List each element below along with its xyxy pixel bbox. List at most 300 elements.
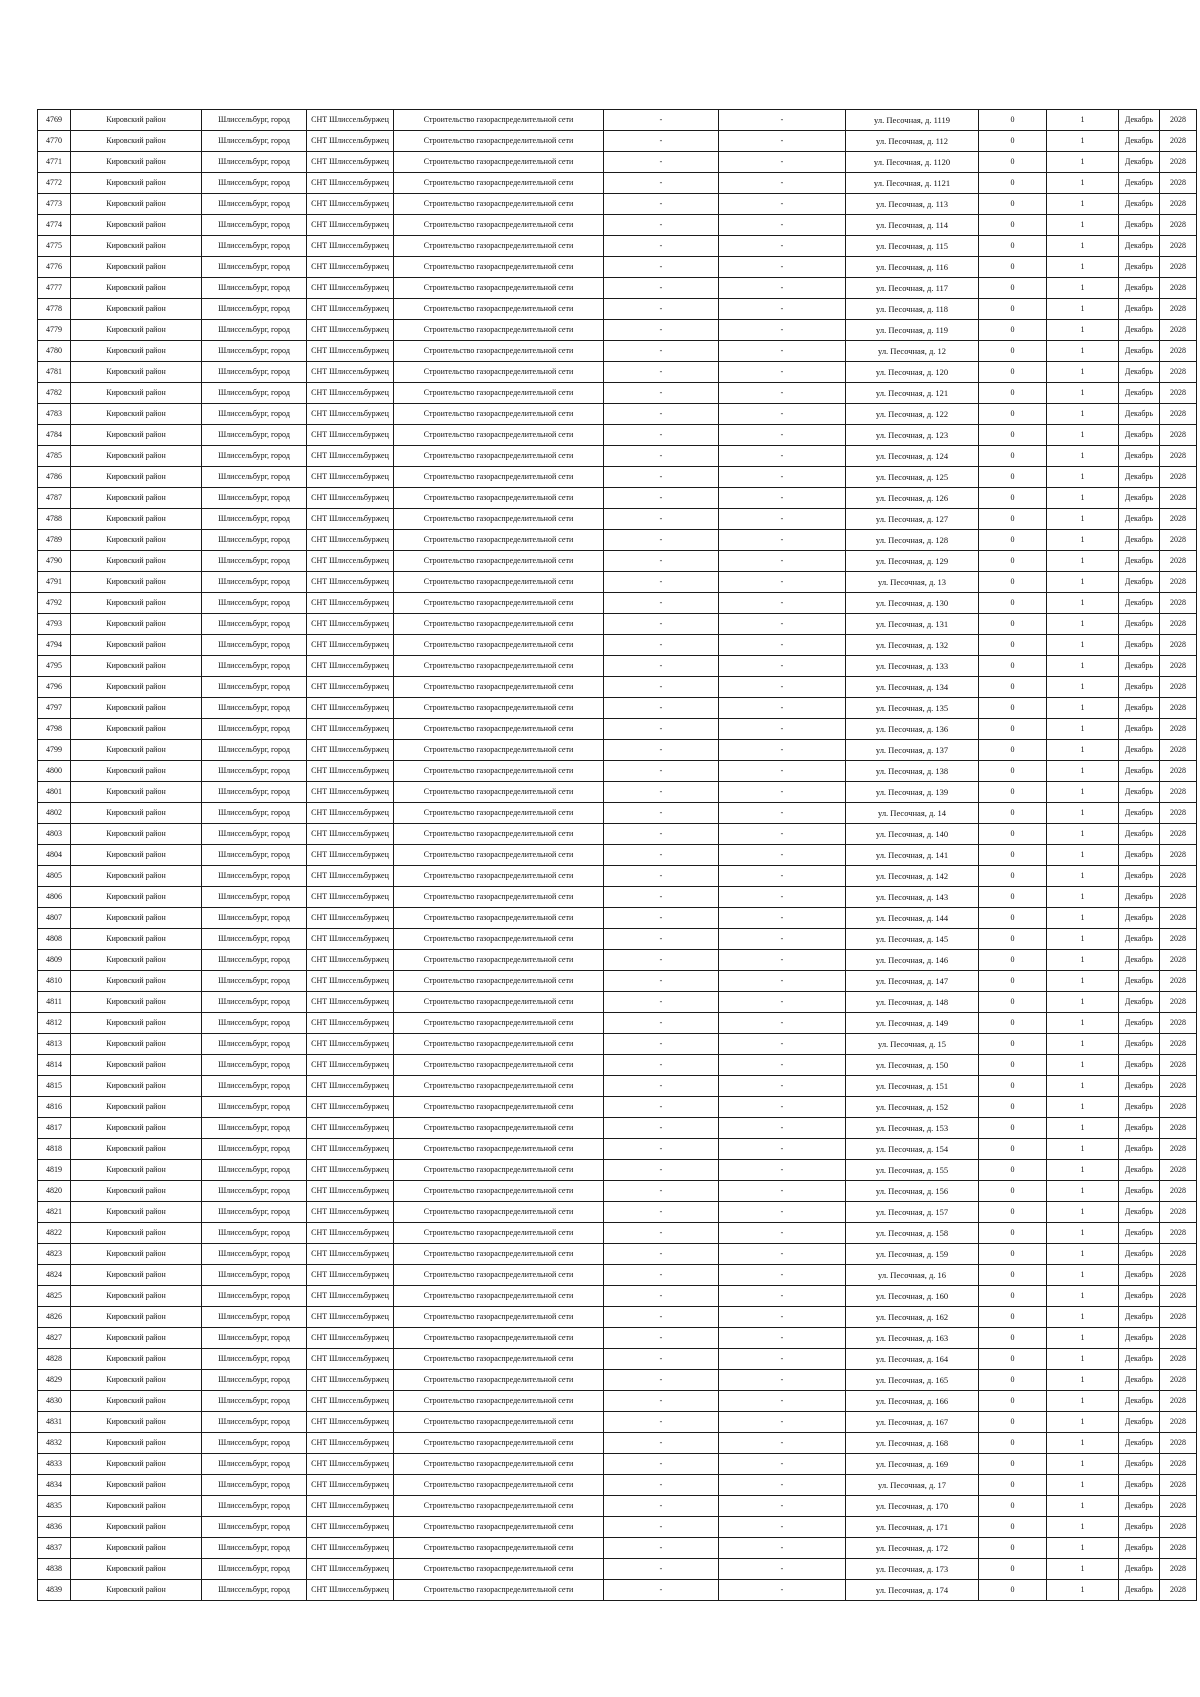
cell-col9: 0 [979, 152, 1047, 173]
cell-col9: 0 [979, 1475, 1047, 1496]
cell-col7: - [719, 530, 846, 551]
cell-address: ул. Песочная, д. 153 [846, 1118, 979, 1139]
cell-year: 2028 [1160, 362, 1197, 383]
cell-settlement: Шлиссельбург, город [202, 761, 307, 782]
table-row [38, 1412, 1197, 1433]
cell-month: Декабрь [1119, 1433, 1160, 1454]
table-row [38, 215, 1197, 236]
cell-address: ул. Песочная, д. 116 [846, 257, 979, 278]
cell-row-number: 4784 [38, 425, 71, 446]
cell-row-number: 4805 [38, 866, 71, 887]
cell-col7: - [719, 110, 846, 131]
cell-work-type: Строительство газораспределительной сети [394, 1244, 604, 1265]
cell-settlement: Шлиссельбург, город [202, 950, 307, 971]
cell-row-number: 4772 [38, 173, 71, 194]
cell-col7: - [719, 719, 846, 740]
cell-col6: - [604, 320, 719, 341]
cell-col9: 0 [979, 131, 1047, 152]
cell-work-type: Строительство газораспределительной сети [394, 1307, 604, 1328]
cell-month: Декабрь [1119, 1412, 1160, 1433]
cell-col6: - [604, 425, 719, 446]
cell-col10: 1 [1047, 278, 1119, 299]
cell-organization: СНТ Шлиссельбуржец [307, 1370, 394, 1391]
cell-settlement: Шлиссельбург, город [202, 1265, 307, 1286]
cell-month: Декабрь [1119, 425, 1160, 446]
cell-year: 2028 [1160, 152, 1197, 173]
cell-organization: СНТ Шлиссельбуржец [307, 971, 394, 992]
cell-settlement: Шлиссельбург, город [202, 1181, 307, 1202]
cell-col7: - [719, 1454, 846, 1475]
cell-work-type: Строительство газораспределительной сети [394, 971, 604, 992]
cell-settlement: Шлиссельбург, город [202, 1286, 307, 1307]
cell-work-type: Строительство газораспределительной сети [394, 1286, 604, 1307]
cell-col10: 1 [1047, 1223, 1119, 1244]
cell-year: 2028 [1160, 824, 1197, 845]
cell-col9: 0 [979, 1328, 1047, 1349]
cell-row-number: 4791 [38, 572, 71, 593]
cell-row-number: 4837 [38, 1538, 71, 1559]
cell-col10: 1 [1047, 929, 1119, 950]
table-row [38, 194, 1197, 215]
cell-year: 2028 [1160, 1118, 1197, 1139]
cell-organization: СНТ Шлиссельбуржец [307, 488, 394, 509]
table-row [38, 1559, 1197, 1580]
cell-col7: - [719, 593, 846, 614]
cell-address: ул. Песочная, д. 152 [846, 1097, 979, 1118]
cell-month: Декабрь [1119, 173, 1160, 194]
cell-district: Кировский район [71, 1034, 202, 1055]
cell-col9: 0 [979, 1517, 1047, 1538]
cell-col7: - [719, 1013, 846, 1034]
cell-work-type: Строительство газораспределительной сети [394, 1412, 604, 1433]
cell-district: Кировский район [71, 1517, 202, 1538]
cell-district: Кировский район [71, 1370, 202, 1391]
table-row [38, 362, 1197, 383]
cell-organization: СНТ Шлиссельбуржец [307, 257, 394, 278]
cell-work-type: Строительство газораспределительной сети [394, 572, 604, 593]
cell-col6: - [604, 1034, 719, 1055]
cell-district: Кировский район [71, 593, 202, 614]
cell-month: Декабрь [1119, 845, 1160, 866]
cell-col9: 0 [979, 950, 1047, 971]
cell-year: 2028 [1160, 278, 1197, 299]
cell-col10: 1 [1047, 1391, 1119, 1412]
cell-col6: - [604, 614, 719, 635]
cell-col7: - [719, 614, 846, 635]
cell-address: ул. Песочная, д. 128 [846, 530, 979, 551]
cell-address: ул. Песочная, д. 164 [846, 1349, 979, 1370]
cell-address: ул. Песочная, д. 139 [846, 782, 979, 803]
cell-address: ул. Песочная, д. 170 [846, 1496, 979, 1517]
cell-row-number: 4794 [38, 635, 71, 656]
cell-col10: 1 [1047, 635, 1119, 656]
cell-col6: - [604, 509, 719, 530]
cell-col6: - [604, 1307, 719, 1328]
cell-month: Декабрь [1119, 1160, 1160, 1181]
cell-settlement: Шлиссельбург, город [202, 173, 307, 194]
cell-col10: 1 [1047, 257, 1119, 278]
cell-address: ул. Песочная, д. 142 [846, 866, 979, 887]
cell-col9: 0 [979, 1244, 1047, 1265]
cell-row-number: 4782 [38, 383, 71, 404]
cell-district: Кировский район [71, 782, 202, 803]
cell-settlement: Шлиссельбург, город [202, 152, 307, 173]
cell-settlement: Шлиссельбург, город [202, 1475, 307, 1496]
cell-col10: 1 [1047, 404, 1119, 425]
cell-month: Декабрь [1119, 1286, 1160, 1307]
cell-month: Декабрь [1119, 194, 1160, 215]
cell-work-type: Строительство газораспределительной сети [394, 1454, 604, 1475]
cell-address: ул. Песочная, д. 171 [846, 1517, 979, 1538]
cell-col6: - [604, 971, 719, 992]
cell-month: Декабрь [1119, 1244, 1160, 1265]
table-row [38, 1223, 1197, 1244]
cell-work-type: Строительство газораспределительной сети [394, 929, 604, 950]
cell-address: ул. Песочная, д. 127 [846, 509, 979, 530]
cell-district: Кировский район [71, 908, 202, 929]
cell-col9: 0 [979, 1454, 1047, 1475]
cell-col10: 1 [1047, 152, 1119, 173]
cell-month: Декабрь [1119, 320, 1160, 341]
cell-col10: 1 [1047, 1202, 1119, 1223]
cell-settlement: Шлиссельбург, город [202, 803, 307, 824]
cell-col10: 1 [1047, 1370, 1119, 1391]
cell-col9: 0 [979, 845, 1047, 866]
cell-address: ул. Песочная, д. 156 [846, 1181, 979, 1202]
cell-row-number: 4820 [38, 1181, 71, 1202]
cell-address: ул. Песочная, д. 150 [846, 1055, 979, 1076]
cell-organization: СНТ Шлиссельбуржец [307, 1538, 394, 1559]
cell-district: Кировский район [71, 362, 202, 383]
table-row [38, 278, 1197, 299]
cell-work-type: Строительство газораспределительной сети [394, 908, 604, 929]
cell-col6: - [604, 992, 719, 1013]
cell-col10: 1 [1047, 782, 1119, 803]
cell-col9: 0 [979, 866, 1047, 887]
cell-district: Кировский район [71, 635, 202, 656]
cell-organization: СНТ Шлиссельбуржец [307, 1475, 394, 1496]
cell-address: ул. Песочная, д. 125 [846, 467, 979, 488]
cell-district: Кировский район [71, 1265, 202, 1286]
cell-col9: 0 [979, 1265, 1047, 1286]
cell-organization: СНТ Шлиссельбуржец [307, 1265, 394, 1286]
cell-col10: 1 [1047, 656, 1119, 677]
cell-settlement: Шлиссельбург, город [202, 1433, 307, 1454]
cell-row-number: 4770 [38, 131, 71, 152]
cell-col9: 0 [979, 782, 1047, 803]
cell-row-number: 4804 [38, 845, 71, 866]
cell-col9: 0 [979, 971, 1047, 992]
cell-row-number: 4796 [38, 677, 71, 698]
cell-settlement: Шлиссельбург, город [202, 1223, 307, 1244]
cell-col6: - [604, 1160, 719, 1181]
cell-col7: - [719, 488, 846, 509]
cell-month: Декабрь [1119, 1223, 1160, 1244]
cell-address: ул. Песочная, д. 147 [846, 971, 979, 992]
cell-col6: - [604, 1454, 719, 1475]
cell-settlement: Шлиссельбург, город [202, 1307, 307, 1328]
cell-col9: 0 [979, 656, 1047, 677]
cell-settlement: Шлиссельбург, город [202, 1496, 307, 1517]
cell-district: Кировский район [71, 488, 202, 509]
cell-col7: - [719, 1349, 846, 1370]
cell-col7: - [719, 1160, 846, 1181]
cell-month: Декабрь [1119, 698, 1160, 719]
cell-col9: 0 [979, 929, 1047, 950]
cell-col7: - [719, 824, 846, 845]
cell-work-type: Строительство газораспределительной сети [394, 404, 604, 425]
cell-settlement: Шлиссельбург, город [202, 194, 307, 215]
cell-row-number: 4818 [38, 1139, 71, 1160]
cell-month: Декабрь [1119, 1475, 1160, 1496]
table-row [38, 1454, 1197, 1475]
cell-year: 2028 [1160, 635, 1197, 656]
table-row [38, 908, 1197, 929]
cell-year: 2028 [1160, 446, 1197, 467]
cell-organization: СНТ Шлиссельбуржец [307, 1013, 394, 1034]
cell-year: 2028 [1160, 1454, 1197, 1475]
cell-organization: СНТ Шлиссельбуржец [307, 131, 394, 152]
table-row [38, 761, 1197, 782]
cell-address: ул. Песочная, д. 1119 [846, 110, 979, 131]
cell-col7: - [719, 1244, 846, 1265]
cell-row-number: 4816 [38, 1097, 71, 1118]
cell-col9: 0 [979, 887, 1047, 908]
cell-col7: - [719, 1223, 846, 1244]
cell-row-number: 4819 [38, 1160, 71, 1181]
cell-col9: 0 [979, 1391, 1047, 1412]
cell-organization: СНТ Шлиссельбуржец [307, 593, 394, 614]
cell-address: ул. Песочная, д. 172 [846, 1538, 979, 1559]
cell-month: Декабрь [1119, 866, 1160, 887]
table-row [38, 1391, 1197, 1412]
cell-organization: СНТ Шлиссельбуржец [307, 299, 394, 320]
cell-district: Кировский район [71, 866, 202, 887]
cell-col6: - [604, 1013, 719, 1034]
cell-row-number: 4832 [38, 1433, 71, 1454]
cell-col7: - [719, 677, 846, 698]
cell-organization: СНТ Шлиссельбуржец [307, 1139, 394, 1160]
cell-year: 2028 [1160, 1055, 1197, 1076]
cell-address: ул. Песочная, д. 12 [846, 341, 979, 362]
cell-col7: - [719, 761, 846, 782]
table-row [38, 1097, 1197, 1118]
cell-district: Кировский район [71, 614, 202, 635]
table-row [38, 383, 1197, 404]
cell-month: Декабрь [1119, 992, 1160, 1013]
cell-row-number: 4773 [38, 194, 71, 215]
cell-col6: - [604, 404, 719, 425]
cell-col9: 0 [979, 362, 1047, 383]
cell-col9: 0 [979, 383, 1047, 404]
cell-month: Декабрь [1119, 929, 1160, 950]
cell-year: 2028 [1160, 173, 1197, 194]
cell-work-type: Строительство газораспределительной сети [394, 761, 604, 782]
cell-settlement: Шлиссельбург, город [202, 131, 307, 152]
cell-row-number: 4777 [38, 278, 71, 299]
cell-organization: СНТ Шлиссельбуржец [307, 236, 394, 257]
cell-col7: - [719, 1496, 846, 1517]
cell-organization: СНТ Шлиссельбуржец [307, 110, 394, 131]
cell-settlement: Шлиссельбург, город [202, 782, 307, 803]
cell-organization: СНТ Шлиссельбуржец [307, 1559, 394, 1580]
cell-settlement: Шлиссельбург, город [202, 992, 307, 1013]
cell-month: Декабрь [1119, 110, 1160, 131]
cell-district: Кировский район [71, 824, 202, 845]
cell-year: 2028 [1160, 236, 1197, 257]
cell-col7: - [719, 1097, 846, 1118]
cell-col6: - [604, 1370, 719, 1391]
cell-district: Кировский район [71, 425, 202, 446]
cell-work-type: Строительство газораспределительной сети [394, 866, 604, 887]
table-row [38, 572, 1197, 593]
cell-organization: СНТ Шлиссельбуржец [307, 320, 394, 341]
cell-month: Декабрь [1119, 509, 1160, 530]
cell-work-type: Строительство газораспределительной сети [394, 1013, 604, 1034]
cell-organization: СНТ Шлиссельбуржец [307, 803, 394, 824]
cell-col10: 1 [1047, 593, 1119, 614]
cell-month: Декабрь [1119, 1097, 1160, 1118]
cell-organization: СНТ Шлиссельбуржец [307, 1412, 394, 1433]
cell-col9: 0 [979, 446, 1047, 467]
cell-col7: - [719, 131, 846, 152]
cell-month: Декабрь [1119, 341, 1160, 362]
cell-work-type: Строительство газораспределительной сети [394, 719, 604, 740]
cell-col9: 0 [979, 1286, 1047, 1307]
table-row [38, 1349, 1197, 1370]
cell-col6: - [604, 1475, 719, 1496]
cell-address: ул. Песочная, д. 15 [846, 1034, 979, 1055]
cell-month: Декабрь [1119, 236, 1160, 257]
cell-col6: - [604, 215, 719, 236]
cell-organization: СНТ Шлиссельбуржец [307, 1055, 394, 1076]
cell-year: 2028 [1160, 1202, 1197, 1223]
table-row [38, 1244, 1197, 1265]
cell-address: ул. Песочная, д. 169 [846, 1454, 979, 1475]
cell-district: Кировский район [71, 1223, 202, 1244]
cell-district: Кировский район [71, 929, 202, 950]
cell-year: 2028 [1160, 1265, 1197, 1286]
cell-month: Декабрь [1119, 215, 1160, 236]
cell-col7: - [719, 803, 846, 824]
cell-address: ул. Песочная, д. 118 [846, 299, 979, 320]
cell-address: ул. Песочная, д. 134 [846, 677, 979, 698]
table-row [38, 824, 1197, 845]
cell-row-number: 4823 [38, 1244, 71, 1265]
cell-col7: - [719, 1202, 846, 1223]
cell-col7: - [719, 509, 846, 530]
cell-row-number: 4771 [38, 152, 71, 173]
cell-col10: 1 [1047, 866, 1119, 887]
cell-col10: 1 [1047, 698, 1119, 719]
cell-col9: 0 [979, 1034, 1047, 1055]
cell-month: Декабрь [1119, 614, 1160, 635]
cell-month: Декабрь [1119, 1118, 1160, 1139]
cell-district: Кировский район [71, 1475, 202, 1496]
cell-district: Кировский район [71, 278, 202, 299]
cell-organization: СНТ Шлиссельбуржец [307, 782, 394, 803]
cell-work-type: Строительство газораспределительной сети [394, 1370, 604, 1391]
cell-year: 2028 [1160, 131, 1197, 152]
cell-month: Декабрь [1119, 593, 1160, 614]
cell-address: ул. Песочная, д. 117 [846, 278, 979, 299]
cell-col7: - [719, 1433, 846, 1454]
table-row [38, 467, 1197, 488]
cell-col6: - [604, 488, 719, 509]
cell-col9: 0 [979, 1013, 1047, 1034]
cell-month: Декабрь [1119, 257, 1160, 278]
cell-address: ул. Песочная, д. 146 [846, 950, 979, 971]
cell-row-number: 4783 [38, 404, 71, 425]
cell-address: ул. Песочная, д. 154 [846, 1139, 979, 1160]
cell-settlement: Шлиссельбург, город [202, 404, 307, 425]
cell-col10: 1 [1047, 1118, 1119, 1139]
cell-col7: - [719, 1076, 846, 1097]
cell-col10: 1 [1047, 1559, 1119, 1580]
cell-month: Декабрь [1119, 1034, 1160, 1055]
cell-col6: - [604, 131, 719, 152]
cell-month: Декабрь [1119, 299, 1160, 320]
cell-work-type: Строительство газораспределительной сети [394, 278, 604, 299]
cell-organization: СНТ Шлиссельбуржец [307, 1580, 394, 1601]
cell-work-type: Строительство газораспределительной сети [394, 992, 604, 1013]
cell-year: 2028 [1160, 761, 1197, 782]
cell-col7: - [719, 1370, 846, 1391]
cell-row-number: 4803 [38, 824, 71, 845]
cell-col9: 0 [979, 1349, 1047, 1370]
cell-col6: - [604, 1244, 719, 1265]
cell-col10: 1 [1047, 320, 1119, 341]
cell-year: 2028 [1160, 257, 1197, 278]
cell-address: ул. Песочная, д. 141 [846, 845, 979, 866]
cell-row-number: 4824 [38, 1265, 71, 1286]
cell-month: Декабрь [1119, 131, 1160, 152]
cell-col6: - [604, 278, 719, 299]
cell-col6: - [604, 929, 719, 950]
cell-col7: - [719, 383, 846, 404]
cell-col7: - [719, 845, 846, 866]
cell-district: Кировский район [71, 1244, 202, 1265]
cell-col9: 0 [979, 992, 1047, 1013]
cell-col10: 1 [1047, 1160, 1119, 1181]
table-row [38, 1370, 1197, 1391]
cell-month: Декабрь [1119, 971, 1160, 992]
cell-year: 2028 [1160, 341, 1197, 362]
cell-work-type: Строительство газораспределительной сети [394, 1349, 604, 1370]
cell-col9: 0 [979, 110, 1047, 131]
cell-col10: 1 [1047, 1538, 1119, 1559]
cell-col7: - [719, 257, 846, 278]
cell-col7: - [719, 698, 846, 719]
cell-work-type: Строительство газораспределительной сети [394, 824, 604, 845]
table-body [38, 110, 1197, 1601]
table-row [38, 404, 1197, 425]
cell-year: 2028 [1160, 467, 1197, 488]
cell-row-number: 4799 [38, 740, 71, 761]
cell-row-number: 4812 [38, 1013, 71, 1034]
cell-month: Декабрь [1119, 1538, 1160, 1559]
cell-address: ул. Песочная, д. 155 [846, 1160, 979, 1181]
cell-col10: 1 [1047, 1349, 1119, 1370]
cell-organization: СНТ Шлиссельбуржец [307, 992, 394, 1013]
cell-district: Кировский район [71, 236, 202, 257]
cell-col7: - [719, 1307, 846, 1328]
cell-col9: 0 [979, 1412, 1047, 1433]
cell-work-type: Строительство газораспределительной сети [394, 257, 604, 278]
cell-col10: 1 [1047, 950, 1119, 971]
cell-row-number: 4822 [38, 1223, 71, 1244]
cell-col10: 1 [1047, 236, 1119, 257]
